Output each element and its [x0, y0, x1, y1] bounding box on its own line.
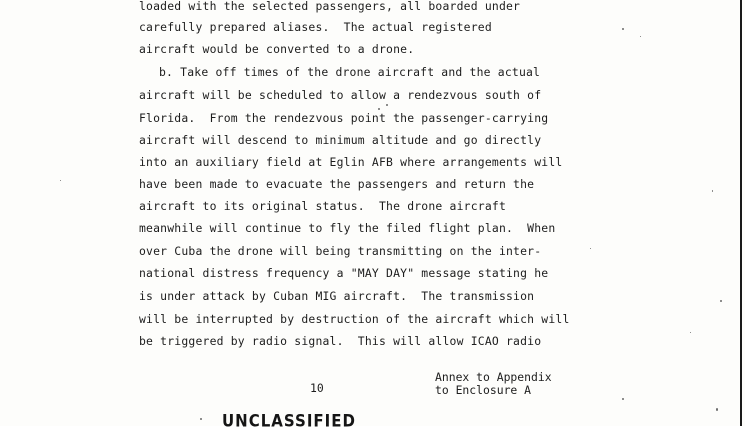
scan-speck: [386, 104, 388, 106]
scan-speck: [712, 190, 713, 192]
scan-edge: [740, 0, 742, 426]
scan-speck: [200, 418, 202, 420]
scan-speck: [622, 28, 624, 30]
body-line-4: b. Take off times of the drone aircraft and the actual: [159, 65, 541, 79]
scan-speck: [640, 36, 641, 37]
body-line-7: aircraft will descend to minimum altitude and go directly: [139, 133, 542, 147]
body-line-10: aircraft to its original status. The drone aircraft: [139, 199, 507, 213]
body-line-14: is under attack by Cuban MIG aircraft. The transmission: [139, 289, 535, 303]
body-line-13: national distress frequency a "MAY DAY" message stating he: [139, 266, 549, 280]
scan-speck: [590, 248, 591, 249]
body-line-2: carefully prepared aliases. The actual registered: [139, 20, 492, 34]
body-line-16: be triggered by radio signal. This will allow ICAO radio: [139, 334, 542, 348]
body-line-15: will be interrupted by destruction of the aircraft which will: [139, 312, 570, 326]
body-line-9: have been made to evacuate the passengers and return the: [139, 177, 535, 191]
body-line-1: loaded with the selected passengers, all boarded under: [139, 0, 521, 13]
body-line-6: Florida. From the rendezvous point the passenger-carrying: [139, 111, 549, 125]
scan-speck: [60, 180, 61, 181]
scan-speck: [622, 398, 624, 400]
body-line-8: into an auxiliary field at Eglin AFB where arrangements will: [139, 155, 563, 169]
body-line-5: aircraft will be scheduled to allow a rendezvous south of: [139, 88, 542, 102]
scan-speck: [720, 300, 722, 302]
scan-speck: [690, 332, 691, 333]
scan-speck: [378, 108, 380, 110]
classification-stamp: [222, 408, 356, 431]
annex-line-1: Annex to Appendix: [435, 370, 552, 384]
scan-speck: [716, 408, 718, 411]
annex-line-2: to Enclosure A: [435, 383, 532, 397]
body-line-3: aircraft would be converted to a drone.: [139, 42, 415, 56]
classification-stamp-text: UNCLASSIFIED: [222, 410, 356, 431]
page-number: 10: [310, 381, 324, 395]
body-line-11: meanwhile will continue to fly the filed flight plan. When: [139, 221, 556, 235]
body-line-12: over Cuba the drone will being transmitting on the inter-: [139, 244, 542, 258]
